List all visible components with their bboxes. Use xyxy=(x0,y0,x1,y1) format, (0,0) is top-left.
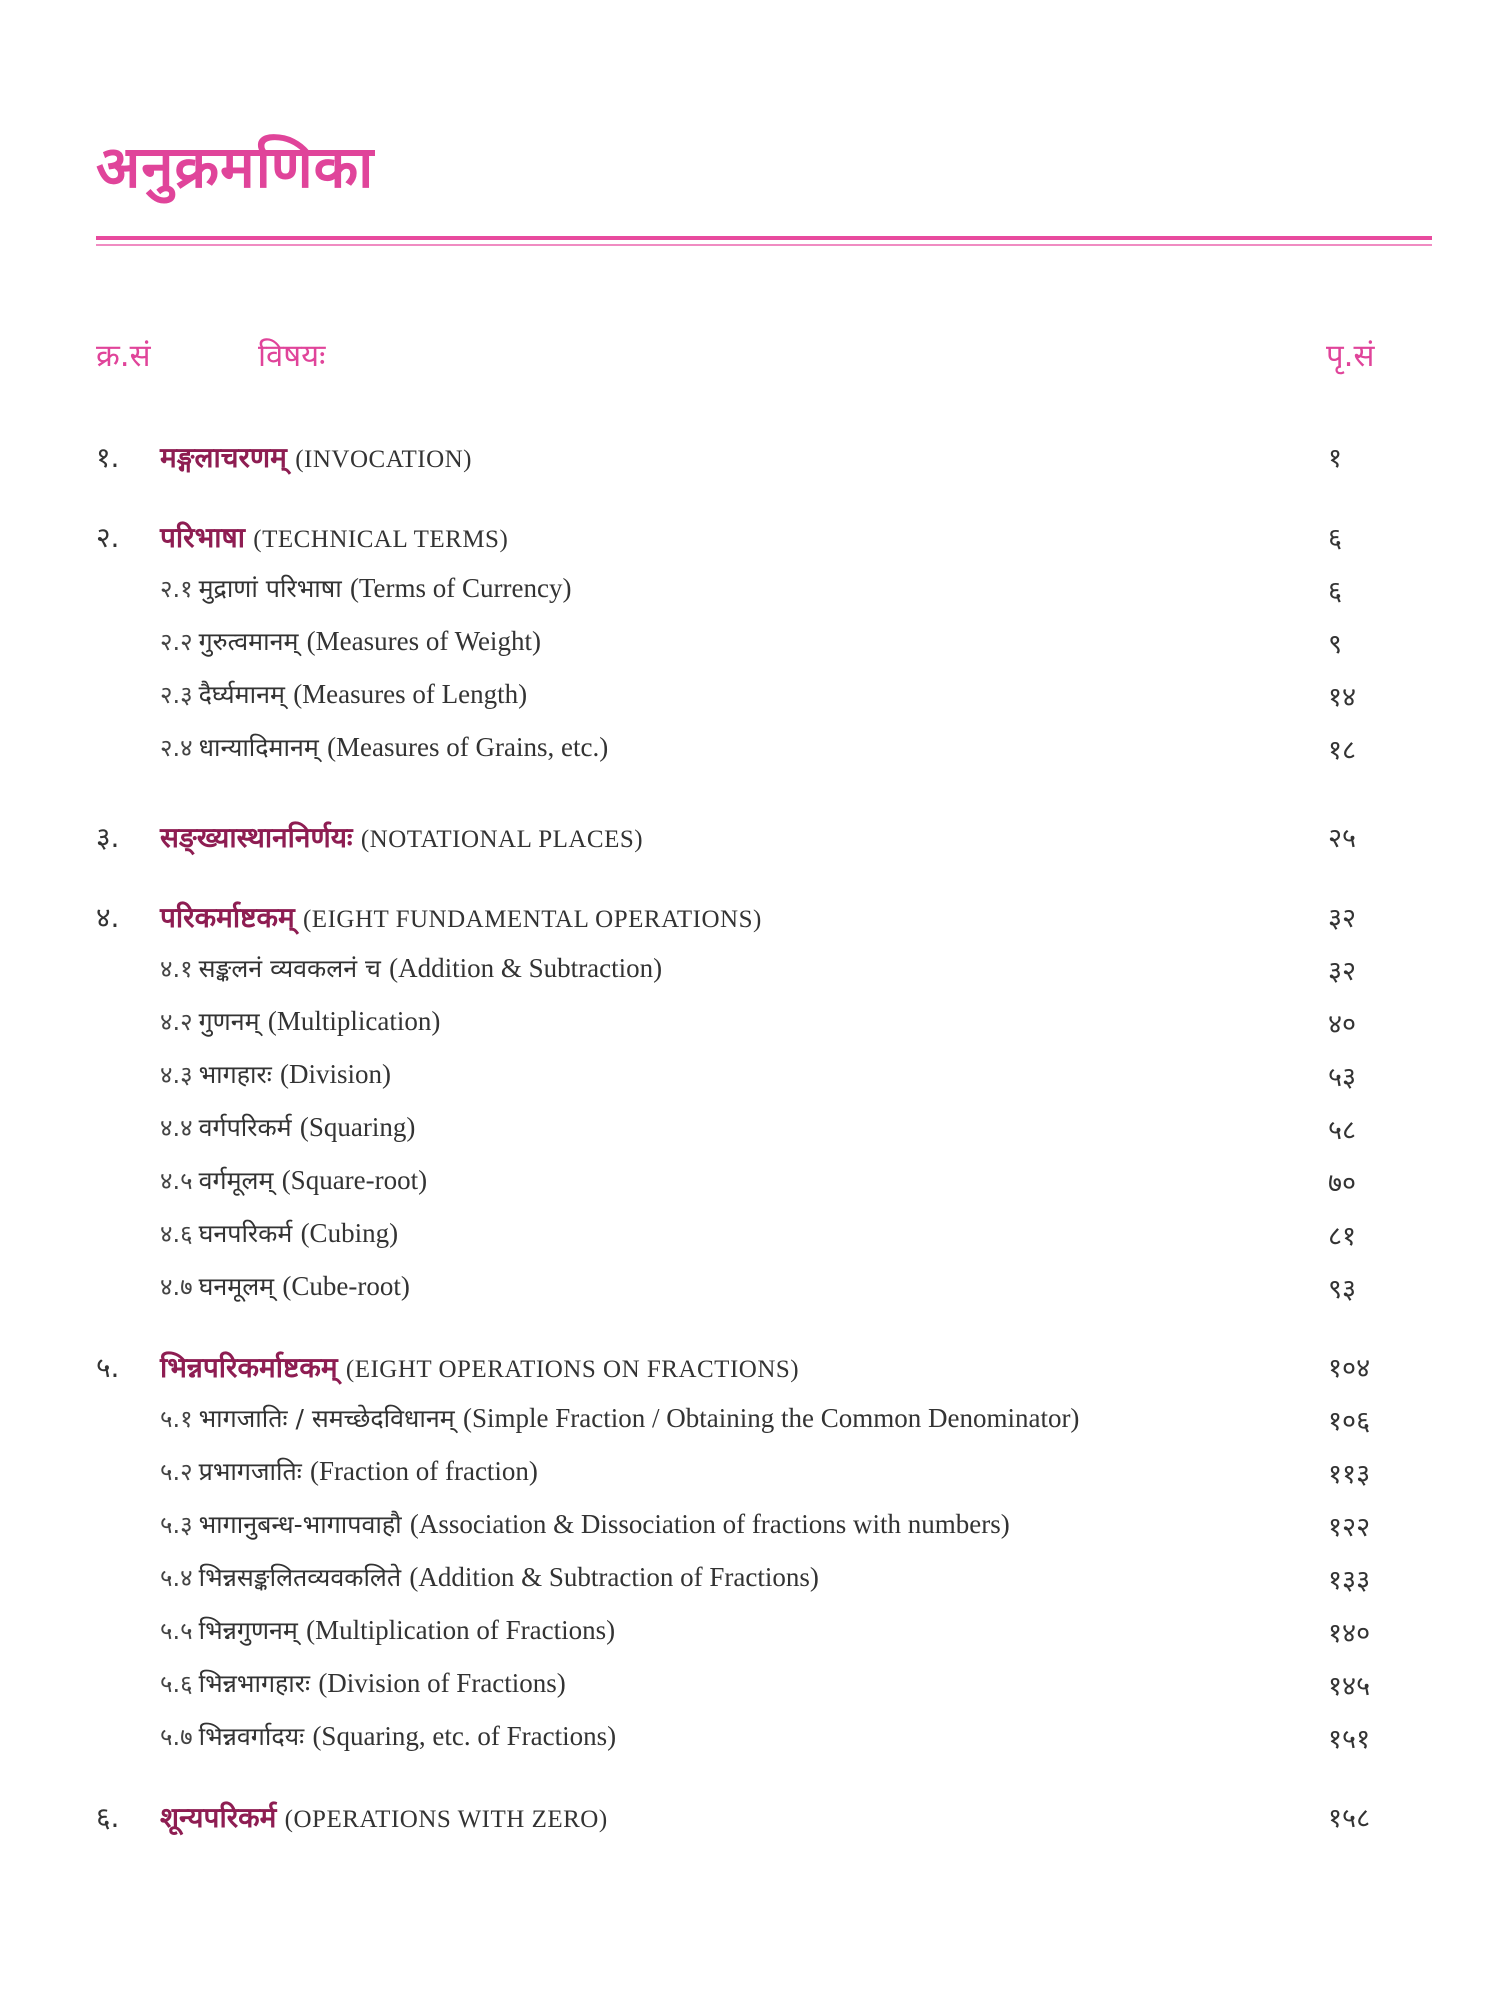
subsection-number: २.२ xyxy=(160,628,193,656)
section-title-english: (NOTATIONAL PLACES) xyxy=(360,826,644,853)
column-header-page: पृ.सं xyxy=(1326,338,1375,374)
toc-subsection-row xyxy=(0,677,1500,721)
section-number: ६. xyxy=(96,1801,120,1834)
subsection-number: ४.७ xyxy=(160,1273,193,1301)
subsection-title-sanskrit: भागजातिः / समच्छेदविधानम् xyxy=(198,1404,455,1433)
subsection-title-english: (Addition & Subtraction) xyxy=(389,953,663,983)
section-number: २. xyxy=(96,521,120,554)
section-title-english: (INVOCATION) xyxy=(295,446,473,473)
subsection-page-number: ८१ xyxy=(1328,1221,1357,1252)
subsection-title xyxy=(160,1613,615,1647)
subsection-title xyxy=(160,1004,440,1038)
toc-subsection-row xyxy=(0,1269,1500,1313)
subsection-page-number: १२२ xyxy=(1328,1512,1371,1543)
section-page-number: १५८ xyxy=(1328,1803,1371,1834)
subsection-title xyxy=(160,1507,1010,1541)
subsection-page-number: ११३ xyxy=(1328,1459,1371,1490)
subsection-page-number: ५३ xyxy=(1328,1062,1357,1093)
section-number: ५. xyxy=(96,1351,120,1384)
subsection-title-sanskrit: भिन्नवर्गादयः xyxy=(198,1722,305,1751)
section-title-sanskrit: मङ्गलाचरणम् xyxy=(160,441,287,474)
toc-subsection-row xyxy=(0,1110,1500,1154)
toc-subsection-row xyxy=(0,1666,1500,1710)
subsection-title-sanskrit: वर्गमूलम् xyxy=(198,1166,274,1195)
subsection-title-english: (Division of Fractions) xyxy=(318,1668,566,1698)
subsection-title xyxy=(160,1560,819,1594)
subsection-title xyxy=(160,1454,538,1488)
toc-subsection-row xyxy=(0,1719,1500,1763)
toc-subsection-row xyxy=(0,951,1500,995)
column-header-number: क्र.सं xyxy=(96,338,151,374)
toc-section-row xyxy=(0,1348,1500,1392)
subsection-title-sanskrit: दैर्घ्यमानम् xyxy=(198,680,285,709)
title-rule xyxy=(96,236,1432,240)
toc-section-row xyxy=(0,438,1500,482)
subsection-page-number: १५१ xyxy=(1328,1724,1371,1755)
subsection-title-english: (Square-root) xyxy=(281,1165,428,1195)
subsection-title-sanskrit: गुणनम् xyxy=(198,1007,260,1036)
section-title-english: (OPERATIONS WITH ZERO) xyxy=(284,1806,608,1833)
section-page-number: ६ xyxy=(1328,523,1343,554)
subsection-title xyxy=(160,677,527,711)
subsection-title-english: (Terms of Currency) xyxy=(349,573,572,603)
subsection-page-number: ७० xyxy=(1328,1168,1357,1199)
subsection-title-english: (Simple Fraction / Obtaining the Common Denominator) xyxy=(463,1403,1080,1433)
section-page-number: ३२ xyxy=(1328,903,1357,934)
toc-subsection-row xyxy=(0,571,1500,615)
section-title xyxy=(160,1798,608,1836)
subsection-page-number: १४० xyxy=(1328,1618,1371,1649)
subsection-title xyxy=(160,730,608,764)
subsection-title-english: (Cubing) xyxy=(300,1218,399,1248)
column-header-subject: विषयः xyxy=(258,338,326,374)
section-title-english: (EIGHT OPERATIONS ON FRACTIONS) xyxy=(345,1356,800,1383)
subsection-number: २.१ xyxy=(160,575,193,603)
subsection-title xyxy=(160,1719,616,1753)
subsection-title-english: (Addition & Subtraction of Fractions) xyxy=(409,1562,819,1592)
subsection-number: ५.१ xyxy=(160,1405,193,1433)
subsection-title-english: (Multiplication) xyxy=(267,1006,441,1036)
subsection-title-english: (Squaring) xyxy=(299,1112,416,1142)
subsection-page-number: १३३ xyxy=(1328,1565,1371,1596)
subsection-page-number: ३२ xyxy=(1328,956,1357,987)
subsection-title-english: (Association & Dissociation of fractions with numbers) xyxy=(409,1509,1010,1539)
subsection-title-sanskrit: घनमूलम् xyxy=(198,1272,275,1301)
section-number: ४. xyxy=(96,901,120,934)
subsection-title-sanskrit: गुरुत्वमानम् xyxy=(198,627,299,656)
subsection-title-sanskrit: सङ्कलनं व्यवकलनं च xyxy=(198,954,381,983)
subsection-page-number: ५८ xyxy=(1328,1115,1357,1146)
subsection-title xyxy=(160,951,662,985)
subsection-page-number: १४ xyxy=(1328,682,1357,713)
subsection-title-sanskrit: भिन्नभागहारः xyxy=(198,1669,311,1698)
subsection-page-number: १०६ xyxy=(1328,1406,1371,1437)
toc-subsection-row xyxy=(0,624,1500,668)
subsection-title xyxy=(160,1057,391,1091)
subsection-title-english: (Squaring, etc. of Fractions) xyxy=(312,1721,617,1751)
page-title: अनुक्रमणिका xyxy=(96,133,375,201)
subsection-number: ४.२ xyxy=(160,1008,193,1036)
section-title xyxy=(160,518,508,556)
subsection-title-sanskrit: भिन्नसङ्कलितव्यवकलिते xyxy=(198,1563,402,1592)
subsection-title-english: (Division) xyxy=(280,1059,392,1089)
subsection-number: ४.६ xyxy=(160,1220,193,1248)
subsection-number: ४.४ xyxy=(160,1114,193,1142)
section-title xyxy=(160,898,762,936)
toc-subsection-row xyxy=(0,1004,1500,1048)
toc-subsection-row xyxy=(0,730,1500,774)
subsection-title-english: (Measures of Weight) xyxy=(306,626,541,656)
subsection-title xyxy=(160,1666,566,1700)
section-number: १. xyxy=(96,441,120,474)
section-title xyxy=(160,438,472,476)
subsection-title xyxy=(160,1110,415,1144)
subsection-title xyxy=(160,1401,1079,1435)
toc-subsection-row xyxy=(0,1454,1500,1498)
toc-section-row xyxy=(0,1798,1500,1842)
section-page-number: २५ xyxy=(1328,823,1357,854)
toc-section-row xyxy=(0,518,1500,562)
subsection-title xyxy=(160,1216,398,1250)
toc-subsection-row xyxy=(0,1560,1500,1604)
subsection-page-number: १८ xyxy=(1328,735,1357,766)
subsection-number: ४.५ xyxy=(160,1167,193,1195)
subsection-number: ५.३ xyxy=(160,1511,193,1539)
subsection-number: ५.४ xyxy=(160,1564,193,1592)
subsection-title-english: (Cube-root) xyxy=(282,1271,410,1301)
section-title-sanskrit: परिकर्माष्टकम् xyxy=(160,901,295,934)
section-page-number: १०४ xyxy=(1328,1353,1371,1384)
subsection-page-number: ९ xyxy=(1328,629,1343,660)
section-title-english: (EIGHT FUNDAMENTAL OPERATIONS) xyxy=(302,906,762,933)
subsection-page-number: ६ xyxy=(1328,576,1343,607)
subsection-number: ५.६ xyxy=(160,1670,193,1698)
subsection-title xyxy=(160,571,571,605)
section-title-sanskrit: सङ्ख्यास्थाननिर्णयः xyxy=(160,821,353,854)
subsection-title xyxy=(160,1269,410,1303)
section-title xyxy=(160,1348,799,1386)
section-title xyxy=(160,818,643,856)
toc-subsection-row xyxy=(0,1163,1500,1207)
subsection-title-sanskrit: भिन्नगुणनम् xyxy=(198,1616,298,1645)
section-title-sanskrit: परिभाषा xyxy=(160,521,245,554)
toc-subsection-row xyxy=(0,1507,1500,1551)
subsection-page-number: १४५ xyxy=(1328,1671,1371,1702)
subsection-title-english: (Fraction of fraction) xyxy=(310,1456,538,1486)
toc-subsection-row xyxy=(0,1613,1500,1657)
subsection-title xyxy=(160,1163,427,1197)
subsection-number: ४.३ xyxy=(160,1061,193,1089)
subsection-number: ५.७ xyxy=(160,1723,193,1751)
toc-subsection-row xyxy=(0,1057,1500,1101)
subsection-number: २.४ xyxy=(160,734,193,762)
subsection-title-english: (Measures of Length) xyxy=(293,679,528,709)
toc-section-row xyxy=(0,818,1500,862)
section-title-sanskrit: भिन्नपरिकर्माष्टकम् xyxy=(160,1351,338,1384)
subsection-title xyxy=(160,624,541,658)
title-rule-thin xyxy=(96,244,1432,246)
subsection-title-sanskrit: प्रभागजातिः xyxy=(198,1457,302,1486)
toc-section-row xyxy=(0,898,1500,942)
subsection-title-sanskrit: धान्यादिमानम् xyxy=(198,733,319,762)
subsection-title-sanskrit: वर्गपरिकर्म xyxy=(198,1113,292,1142)
subsection-number: ५.५ xyxy=(160,1617,193,1645)
toc-subsection-row xyxy=(0,1216,1500,1260)
subsection-title-sanskrit: भागहारः xyxy=(198,1060,272,1089)
section-title-sanskrit: शून्यपरिकर्म xyxy=(160,1801,277,1834)
subsection-page-number: ९३ xyxy=(1328,1274,1357,1305)
subsection-title-english: (Multiplication of Fractions) xyxy=(306,1615,616,1645)
subsection-title-english: (Measures of Grains, etc.) xyxy=(327,732,609,762)
subsection-number: ५.२ xyxy=(160,1458,193,1486)
subsection-title-sanskrit: घनपरिकर्म xyxy=(198,1219,293,1248)
subsection-title-sanskrit: मुद्राणां परिभाषा xyxy=(198,574,342,603)
section-number: ३. xyxy=(96,821,120,854)
subsection-page-number: ४० xyxy=(1328,1009,1357,1040)
section-page-number: १ xyxy=(1328,443,1343,474)
subsection-number: २.३ xyxy=(160,681,193,709)
subsection-title-sanskrit: भागानुबन्ध-भागापवाहौ xyxy=(198,1510,402,1539)
section-title-english: (TECHNICAL TERMS) xyxy=(253,526,509,553)
subsection-number: ४.१ xyxy=(160,955,193,983)
toc-subsection-row xyxy=(0,1401,1500,1445)
